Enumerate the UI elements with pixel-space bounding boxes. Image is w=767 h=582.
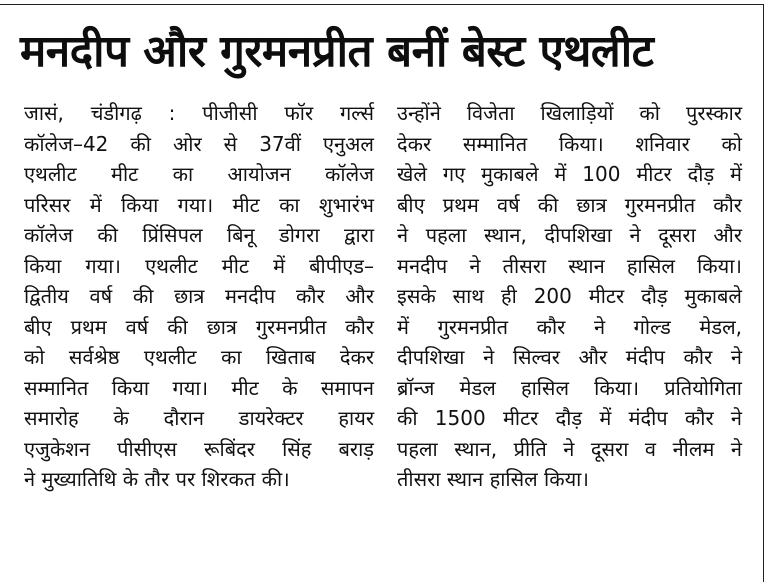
text-line: ब्रॉन्ज मेडल हासिल किया। प्रतियोगिता [397,375,742,400]
text-line: एजुकेशन पीसीएस रूबिंदर सिंह बराड़ [24,436,374,461]
text-line: तीसरा स्थान हासिल किया। [397,467,589,491]
text-line: की 1500 मीटर दौड़ में मंदीप कौर ने [397,406,742,430]
text-line: जासं, चंडीगढ़ : पीजीसी फॉर गर्ल्स [24,101,374,125]
text-line: एथलीट मीट का आयोजन कॉलेज [24,162,374,186]
text-line: को सर्वश्रेष्ठ एथलीट का खिताब देकर [24,345,374,369]
text-line: उन्होंने विजेता खिलाड़ियों को पुरस्कार [397,101,742,125]
text-line: बीए प्रथम वर्ष की छात्र गुरमनप्रीत कौर [24,314,374,339]
text-line: खेले गए मुकाबले में 100 मीटर दौड़ में [397,162,742,186]
text-line: बीए प्रथम वर्ष की छात्र गुरमनप्रीत कौर [397,192,742,217]
text-line: कॉलेज–42 की ओर से 37वीं एनुअल [24,131,374,156]
text-line: में गुरमनप्रीत कौर ने गोल्ड मेडल, [397,314,742,339]
text-line: देकर सम्मानित किया। शनिवार को [397,131,742,156]
text-line: किया गया। एथलीट मीट में बीपीएड– [24,253,374,278]
text-line: द्वितीय वर्ष की छात्र मनदीप कौर और [24,284,374,308]
text-line: मनदीप ने तीसरा स्थान हासिल किया। [397,253,742,278]
article-column-2 [397,98,742,495]
top-border-rule [0,4,764,5]
text-line: सम्मानित किया गया। मीट के समापन [24,375,374,400]
right-border-rule [763,4,764,582]
text-line: कॉलेज की प्रिंसिपल बिनू डोगरा द्वारा [24,223,374,247]
text-line: ने पहला स्थान, दीपशिखा ने दूसरा और [397,223,742,247]
text-line: परिसर में किया गया। मीट का शुभारंभ [24,192,374,217]
text-line: इसके साथ ही 200 मीटर दौड़ मुकाबले [397,284,742,308]
text-line: दीपशिखा ने सिल्वर और मंदीप कौर ने [397,345,742,369]
text-line: समारोह के दौरान डायरेक्टर हायर [24,406,374,430]
text-line: पहला स्थान, प्रीति ने दूसरा व नीलम ने [397,436,742,461]
headline: मनदीप और गुरमनप्रीत बनीं बेस्ट एथलीट [20,26,654,77]
text-line: ने मुख्यातिथि के तौर पर शिरकत की। [24,467,290,491]
article-column-1 [24,98,374,495]
